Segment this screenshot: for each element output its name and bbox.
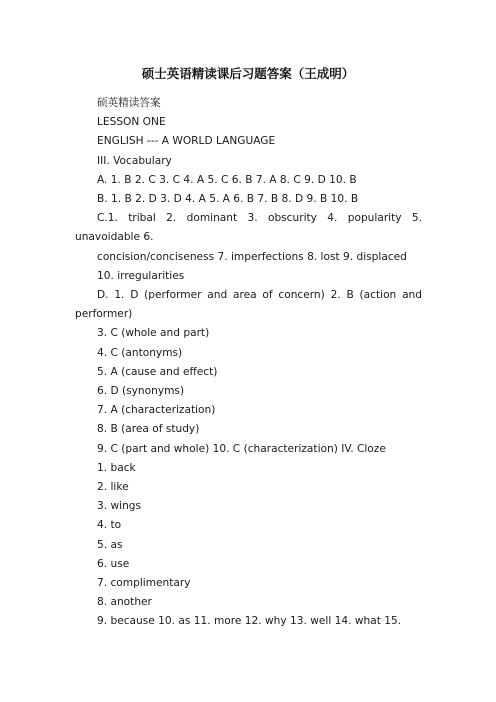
text-line: 4. to (97, 519, 122, 532)
text-line: 1. back (97, 461, 136, 474)
text-line: concision/conciseness 7. imperfections 8. lost 9. displaced 10. irregularities (97, 250, 407, 282)
text-line: A. 1. B 2. C 3. C 4. A 5. C 6. B 7. A 8. C 9. D 10. B (97, 173, 357, 186)
lesson-heading: LESSON ONE (97, 116, 166, 129)
text-line: 8. B (area of study) (97, 423, 200, 436)
text-line: 6. D (synonyms) (97, 385, 185, 398)
text-span: C.1. tribal 2. dominant 3. obscurity 4. popularity 5. unavoidable 6. (75, 212, 422, 244)
text-line: 3. wings (97, 500, 142, 513)
text-line: D. 1. D (performer and area of concern) 2. B (action and performer) (75, 289, 422, 321)
text-line: 9. because 10. as 11. more 12. why 13. well 14. what 15. (97, 615, 402, 628)
page-title: 硕士英语精读课后习题答案（王成明） (141, 66, 355, 81)
document-body (75, 94, 422, 632)
text-line: 5. as (97, 538, 123, 551)
text-line: 4. C (antonyms) (97, 346, 183, 359)
text-line: B. 1. B 2. D 3. D 4. A 5. A 6. B 7. B 8. D 9. B 10. B (97, 193, 359, 206)
text-line: 2. like (97, 481, 129, 494)
text-line: 7. complimentary (97, 577, 191, 590)
text-line (75, 209, 422, 247)
text-line: 6. use (97, 557, 130, 570)
text-line: 8. another (97, 596, 152, 609)
text-line: 9. C (part and whole) 10. C (characterization) IV. Cloze (97, 442, 386, 455)
text-line: 硕英精读答案 (97, 97, 161, 109)
text-line: 5. A (cause and effect) (97, 365, 218, 378)
text-line: 3. C (whole and part) (97, 327, 210, 340)
lesson-title: ENGLISH --- A WORLD LANGUAGE (97, 135, 276, 148)
section-heading: III. Vocabulary (97, 154, 172, 167)
text-line: 7. A (characterization) (97, 404, 216, 417)
